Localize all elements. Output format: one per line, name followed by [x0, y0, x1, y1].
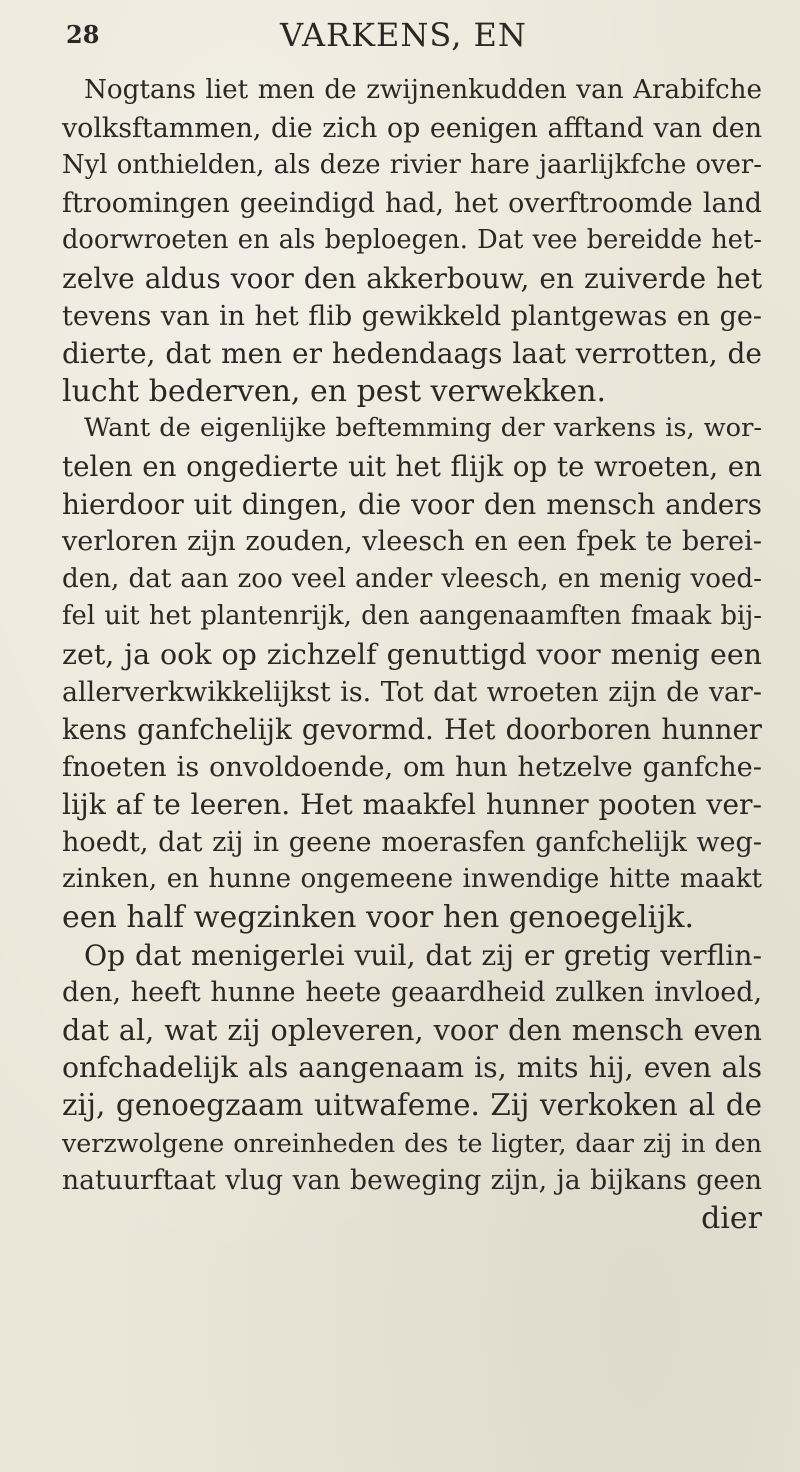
- running-head: VARKENS, EN: [280, 16, 527, 54]
- body-text: [62, 72, 762, 1237]
- text-line: doorwroeten en als beploegen. Dat vee bereidde het-: [62, 225, 762, 256]
- text-line: fnoeten is onvoldoende, om hun hetzelve ganfche-: [62, 751, 762, 783]
- text-line: tevens van in het flib gewikkeld plantgewas en ge-: [62, 300, 762, 332]
- text-line: zinken, en hunne ongemeene inwendige hitte maakt: [62, 864, 762, 895]
- catchword: dier: [701, 1200, 762, 1236]
- text-line: telen en ongedierte uit het flijk op te wroeten, en: [62, 449, 762, 483]
- page-number: 28: [66, 20, 100, 49]
- text-line: zelve aldus voor den akkerbouw, en zuiverde het: [62, 261, 762, 295]
- text-line: Nyl onthielden, als deze rivier hare jaarlijkfche over-: [62, 150, 762, 181]
- text-line: allerverkwikkelijkst is. Tot dat wroeten zijn de var-: [62, 676, 762, 708]
- text-line: lucht bederven, en pest verwekken.: [62, 373, 606, 409]
- text-line: Nogtans liet men de zwijnenkudden van Arabifche: [84, 75, 762, 105]
- text-line: onfchadelijk als aangenaam is, mits hij, even als: [62, 1051, 762, 1085]
- text-line: den, dat aan zoo veel ander vleesch, en menig voed-: [62, 563, 762, 594]
- text-line: den, heeft hunne heete geaardheid zulken invloed,: [62, 977, 762, 1009]
- text-line: kens ganfchelijk gevormd. Het doorboren hunner: [62, 713, 762, 747]
- text-line: dat al, wat zij opleveren, voor den mensch even: [62, 1012, 762, 1047]
- text-line: natuurftaat vlug van beweging zijn, ja bijkans geen: [62, 1165, 762, 1197]
- text-line: hierdoor uit dingen, die voor den mensch anders: [62, 487, 762, 521]
- text-line: verzwolgene onreinheden des te ligter, daar zij in den: [62, 1127, 762, 1158]
- text-line: fel uit het plantenrijk, den aangenaamften fmaak bij-: [62, 601, 762, 632]
- text-line: Want de eigenlijke beftemming der varkens is, wor-: [84, 413, 762, 444]
- text-line: dierte, dat men er hedendaags laat verrotten, de: [62, 337, 762, 371]
- text-line: hoedt, dat zij in geene moerasfen ganfchelijk weg-: [62, 826, 762, 858]
- text-line: zet, ja ook op zichzelf genuttigd voor menig een: [62, 637, 762, 671]
- text-line: volksftammen, die zich op eenigen afftand van den: [62, 112, 762, 144]
- page-header: [0, 14, 800, 58]
- text-line: Op dat menigerlei vuil, dat zij er gretig verflin-: [84, 938, 762, 972]
- text-line: zij, genoegzaam uitwafeme. Zij verkoken al de: [62, 1088, 762, 1123]
- text-line: lijk af te leeren. Het maakfel hunner pooten ver-: [62, 788, 762, 822]
- text-line: een half wegzinken voor hen genoegelijk.: [62, 900, 695, 936]
- text-line: verloren zijn zouden, vleesch en een fpek te berei-: [62, 526, 762, 558]
- text-line: ftroomingen geeindigd had, het overftroomde land: [62, 187, 762, 219]
